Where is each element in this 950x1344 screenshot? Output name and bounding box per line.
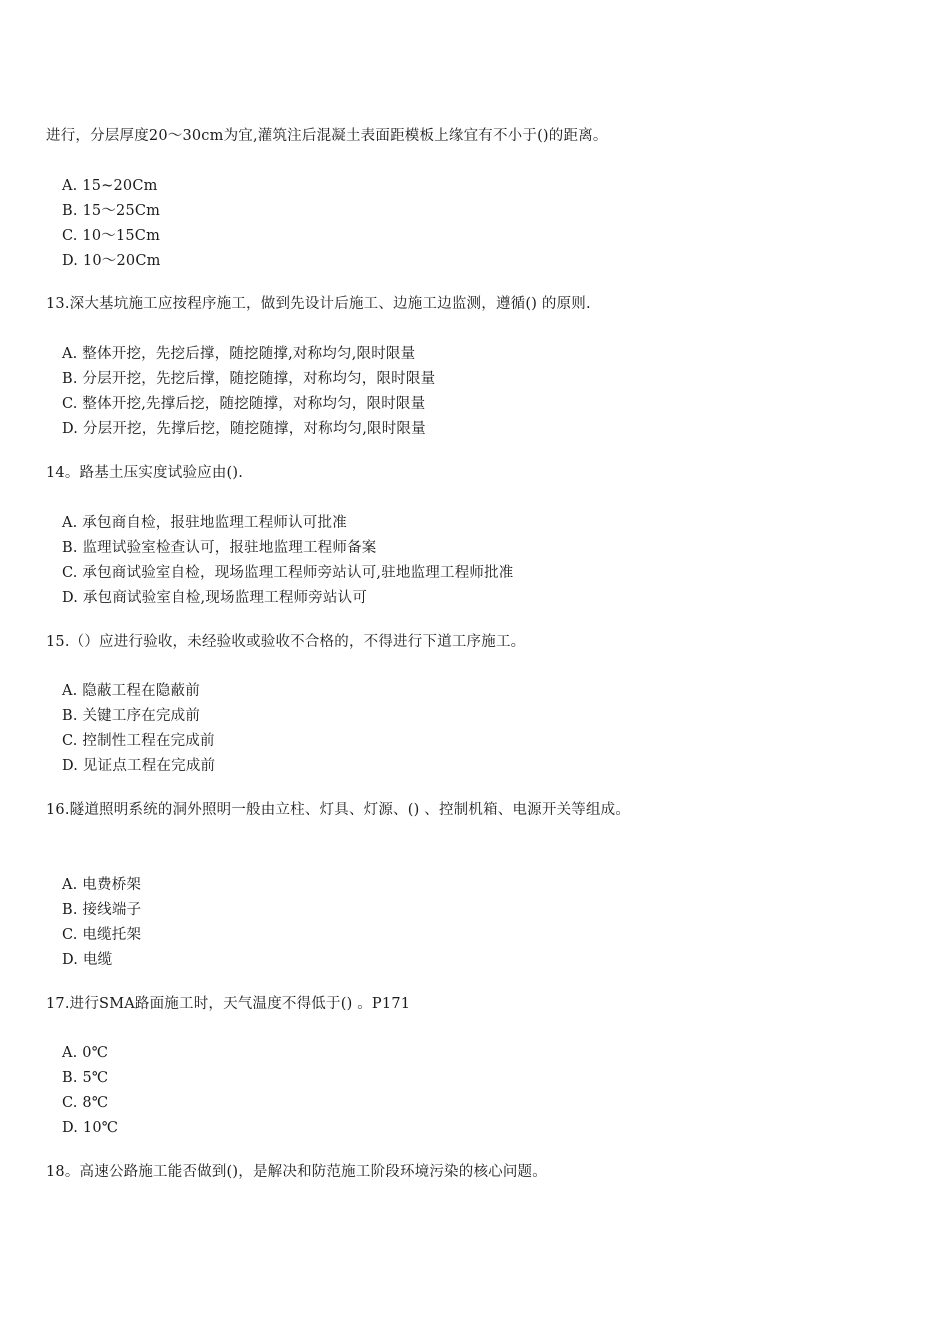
question-stem-17: 17.进行SMA路面施工时，天气温度不得低于() 。P171 bbox=[46, 996, 411, 1012]
option-12-d: D. 10～20Cm bbox=[62, 253, 161, 269]
option-14-d: D. 承包商试验室自检,现场监理工程师旁站认可 bbox=[62, 590, 368, 606]
option-15-b: B. 关键工序在完成前 bbox=[62, 708, 201, 724]
option-14-b: B. 监理试验室检查认可，报驻地监理工程师备案 bbox=[62, 540, 377, 556]
option-13-b: B. 分层开挖，先挖后撑，随挖随撑，对称均匀，限时限量 bbox=[62, 371, 436, 387]
option-16-b: B. 接线端子 bbox=[62, 902, 142, 918]
option-16-d: D. 电缆 bbox=[62, 952, 113, 968]
option-16-a: A. 电费桥架 bbox=[62, 877, 142, 893]
option-17-c: C. 8℃ bbox=[62, 1095, 109, 1111]
option-14-c: C. 承包商试验室自检，现场监理工程师旁站认可,驻地监理工程师批准 bbox=[62, 565, 514, 581]
option-13-d: D. 分层开挖，先撑后挖，随挖随撑，对称均匀,限时限量 bbox=[62, 421, 426, 437]
option-17-b: B. 5℃ bbox=[62, 1070, 109, 1086]
option-13-c: C. 整体开挖,先撑后挖，随挖随撑，对称均匀，限时限量 bbox=[62, 396, 426, 412]
question-stem-15: 15.（）应进行验收，未经验收或验收不合格的，不得进行下道工序施工。 bbox=[46, 634, 526, 650]
option-17-a: A. 0℃ bbox=[62, 1045, 109, 1061]
question-stem-13: 13.深大基坑施工应按程序施工，做到先设计后施工、边施工边监测，遵循() 的原则. bbox=[46, 296, 591, 312]
question-stem-16: 16.隧道照明系统的洞外照明一般由立柱、灯具、灯源、() 、控制机箱、电源开关等组成。 bbox=[46, 802, 631, 818]
option-15-d: D. 见证点工程在完成前 bbox=[62, 758, 216, 774]
option-12-b: B. 15～25Cm bbox=[62, 203, 161, 219]
question-stem-18: 18。高速公路施工能否做到()，是解决和防范施工阶段环境污染的核心问题。 bbox=[46, 1164, 547, 1180]
option-12-a: A. 15~20Cm bbox=[62, 178, 158, 194]
option-16-c: C. 电缆托架 bbox=[62, 927, 142, 943]
question-stem-14: 14。路基土压实度试验应由(). bbox=[46, 465, 244, 481]
option-12-c: C. 10～15Cm bbox=[62, 228, 161, 244]
question-stem-12: 进行，分层厚度20～30cm为宜,灌筑注后混凝土表面距模板上缘宜有不小于()的距离。 bbox=[46, 128, 608, 144]
option-13-a: A. 整体开挖，先挖后撑，随挖随撑,对称均匀,限时限量 bbox=[62, 346, 416, 362]
option-14-a: A. 承包商自检，报驻地监理工程师认可批准 bbox=[62, 515, 347, 531]
option-17-d: D. 10℃ bbox=[62, 1120, 119, 1136]
option-15-a: A. 隐蔽工程在隐蔽前 bbox=[62, 683, 200, 699]
option-15-c: C. 控制性工程在完成前 bbox=[62, 733, 215, 749]
